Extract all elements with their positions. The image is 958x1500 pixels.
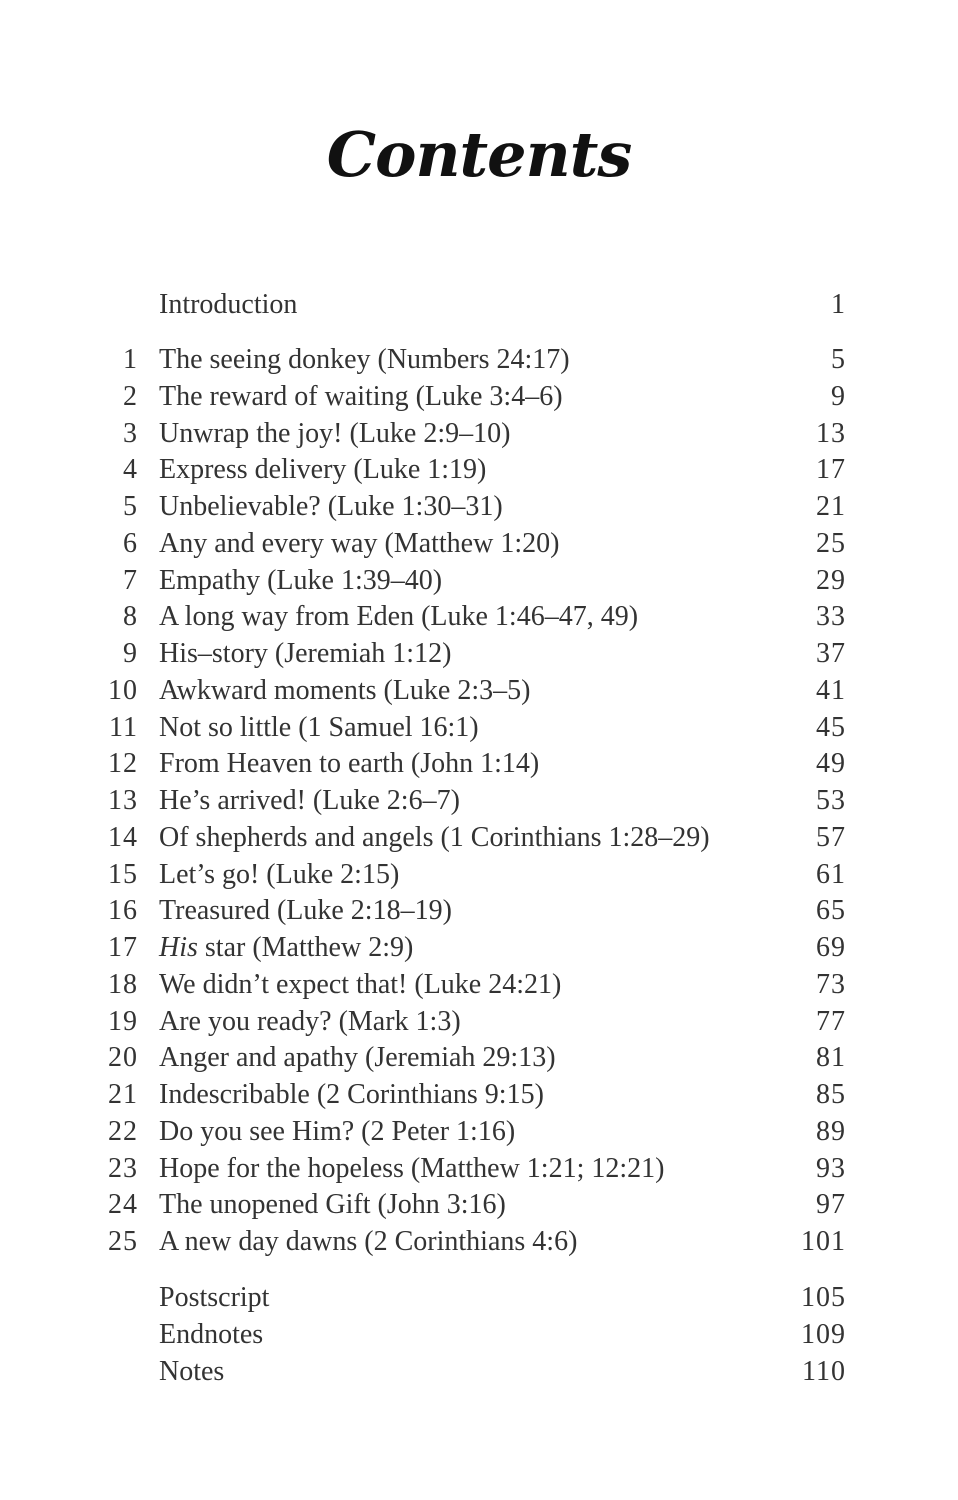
toc-chapter-row <box>0 342 958 378</box>
chapter-number: 23 <box>108 1152 138 1184</box>
chapter-number: 7 <box>123 564 138 596</box>
chapter-page: 25 <box>816 527 846 559</box>
toc-chapter-row <box>0 673 958 709</box>
chapter-page: 17 <box>816 454 846 486</box>
chapter-title: He’s arrived! (Luke 2:6–7) <box>159 785 460 816</box>
chapter-page: 57 <box>816 821 846 853</box>
chapter-title-rest: star (Matthew 2:9) <box>197 932 414 963</box>
chapter-number: 11 <box>109 711 138 743</box>
chapter-number: 19 <box>108 1005 138 1037</box>
chapter-number: 20 <box>108 1042 138 1074</box>
chapter-page: 89 <box>816 1115 846 1147</box>
chapter-title: Awkward moments (Luke 2:3–5) <box>159 674 531 706</box>
chapter-number: 14 <box>108 821 138 853</box>
chapter-page: 77 <box>816 1005 846 1037</box>
chapter-number: 5 <box>123 491 138 522</box>
chapter-number: 4 <box>123 454 138 486</box>
chapter-title: The unopened Gift (John 3:16) <box>159 1189 506 1221</box>
chapter-title: Are you ready? (Mark 1:3) <box>159 1005 461 1037</box>
toc-chapter-row <box>0 1077 958 1113</box>
chapter-page: 21 <box>816 491 846 522</box>
chapter-page: 61 <box>816 858 846 890</box>
toc-chapter-row <box>0 1187 958 1223</box>
chapter-title: Any and every way (Matthew 1:20) <box>159 527 560 559</box>
chapter-page: 29 <box>816 564 846 596</box>
page-title: Contents <box>326 118 632 191</box>
chapter-title <box>159 930 413 966</box>
entry-page: 105 <box>801 1282 846 1313</box>
toc-chapter-row <box>0 967 958 1003</box>
chapter-page: 45 <box>816 711 846 743</box>
chapter-page: 73 <box>816 968 846 1000</box>
chapter-title: Let’s go! (Luke 2:15) <box>159 858 400 890</box>
toc-chapter-row <box>0 1040 958 1076</box>
chapter-number: 9 <box>123 638 138 669</box>
chapter-page: 101 <box>801 1226 846 1257</box>
chapter-title: Do you see Him? (2 Peter 1:16) <box>159 1115 516 1147</box>
chapter-number: 15 <box>108 858 138 890</box>
chapter-title: Not so little (1 Samuel 16:1) <box>159 711 479 743</box>
chapter-title: Express delivery (Luke 1:19) <box>159 454 487 486</box>
chapter-number: 3 <box>123 417 138 449</box>
chapter-title: Empathy (Luke 1:39–40) <box>159 564 443 596</box>
toc-entry-notes <box>0 1354 958 1390</box>
toc-chapter-row <box>0 416 958 452</box>
toc-entry-introduction <box>0 287 958 323</box>
toc-chapter-row <box>0 636 958 672</box>
toc-chapter-row <box>0 489 958 525</box>
chapter-title: Indescribable (2 Corinthians 9:15) <box>159 1079 544 1110</box>
entry-title: Introduction <box>159 289 298 320</box>
chapter-page: 33 <box>816 601 846 633</box>
toc-entry-endnotes <box>0 1317 958 1353</box>
toc-chapter-row <box>0 930 958 966</box>
chapter-number: 1 <box>123 344 138 375</box>
chapter-page: 13 <box>816 417 846 449</box>
chapter-number: 8 <box>123 601 138 633</box>
toc-chapter-row <box>0 820 958 856</box>
entry-page: 110 <box>802 1356 846 1387</box>
toc-entry-postscript <box>0 1280 958 1316</box>
chapter-title: Anger and apathy (Jeremiah 29:13) <box>159 1042 556 1074</box>
chapter-title: From Heaven to earth (John 1:14) <box>159 748 540 780</box>
entry-title: Postscript <box>159 1282 270 1313</box>
toc-chapter-row <box>0 1224 958 1260</box>
chapter-number: 16 <box>108 895 138 927</box>
toc-chapter-row <box>0 526 958 562</box>
chapter-page: 49 <box>816 748 846 780</box>
chapter-title: Hope for the hopeless (Matthew 1:21; 12:21) <box>159 1152 665 1184</box>
chapter-number: 13 <box>108 785 138 816</box>
chapter-page: 5 <box>831 344 846 375</box>
toc-chapter-row <box>0 783 958 819</box>
chapter-page: 85 <box>816 1079 846 1110</box>
chapter-page: 93 <box>816 1152 846 1184</box>
chapter-page: 53 <box>816 785 846 816</box>
toc-chapter-row <box>0 893 958 929</box>
chapter-title-italic: His <box>159 932 198 963</box>
chapter-title: We didn’t expect that! (Luke 24:21) <box>159 968 562 1000</box>
entry-title: Endnotes <box>159 1319 264 1350</box>
chapter-number: 24 <box>108 1189 138 1221</box>
chapter-number: 25 <box>108 1226 138 1257</box>
chapter-title: Unbelievable? (Luke 1:30–31) <box>159 491 503 522</box>
toc-chapter-row <box>0 563 958 599</box>
chapter-title: A new day dawns (2 Corinthians 4:6) <box>159 1226 578 1257</box>
chapter-number: 18 <box>108 968 138 1000</box>
chapter-number: 10 <box>108 674 138 706</box>
chapter-page: 65 <box>816 895 846 927</box>
chapter-title: His–story (Jeremiah 1:12) <box>159 638 452 669</box>
chapter-page: 41 <box>816 674 846 706</box>
chapter-page: 9 <box>831 380 846 412</box>
chapter-number: 21 <box>108 1079 138 1110</box>
toc-chapter-row <box>0 1151 958 1187</box>
toc-chapter-row <box>0 710 958 746</box>
chapter-page: 69 <box>816 932 846 963</box>
chapter-title: A long way from Eden (Luke 1:46–47, 49) <box>159 601 639 633</box>
entry-title: Notes <box>159 1356 225 1387</box>
chapter-number: 12 <box>108 748 138 780</box>
chapter-title: Treasured (Luke 2:18–19) <box>159 895 452 927</box>
chapter-title: The reward of waiting (Luke 3:4–6) <box>159 380 563 412</box>
toc-chapter-row <box>0 379 958 415</box>
toc-chapter-row <box>0 857 958 893</box>
chapter-title: The seeing donkey (Numbers 24:17) <box>159 344 570 375</box>
chapter-number: 17 <box>108 932 138 963</box>
toc-chapter-row <box>0 1004 958 1040</box>
entry-page: 109 <box>801 1319 846 1350</box>
entry-page: 1 <box>831 289 846 320</box>
chapter-title: Of shepherds and angels (1 Corinthians 1:28–29) <box>159 821 710 853</box>
chapter-page: 81 <box>816 1042 846 1074</box>
chapter-number: 22 <box>108 1115 138 1147</box>
toc-chapter-row <box>0 599 958 635</box>
toc-chapter-row <box>0 452 958 488</box>
toc-chapter-row <box>0 1114 958 1150</box>
chapter-page: 37 <box>816 638 846 669</box>
chapter-number: 6 <box>123 527 138 559</box>
chapter-page: 97 <box>816 1189 846 1221</box>
chapter-number: 2 <box>123 380 138 412</box>
toc-chapter-row <box>0 746 958 782</box>
chapter-title: Unwrap the joy! (Luke 2:9–10) <box>159 417 511 449</box>
